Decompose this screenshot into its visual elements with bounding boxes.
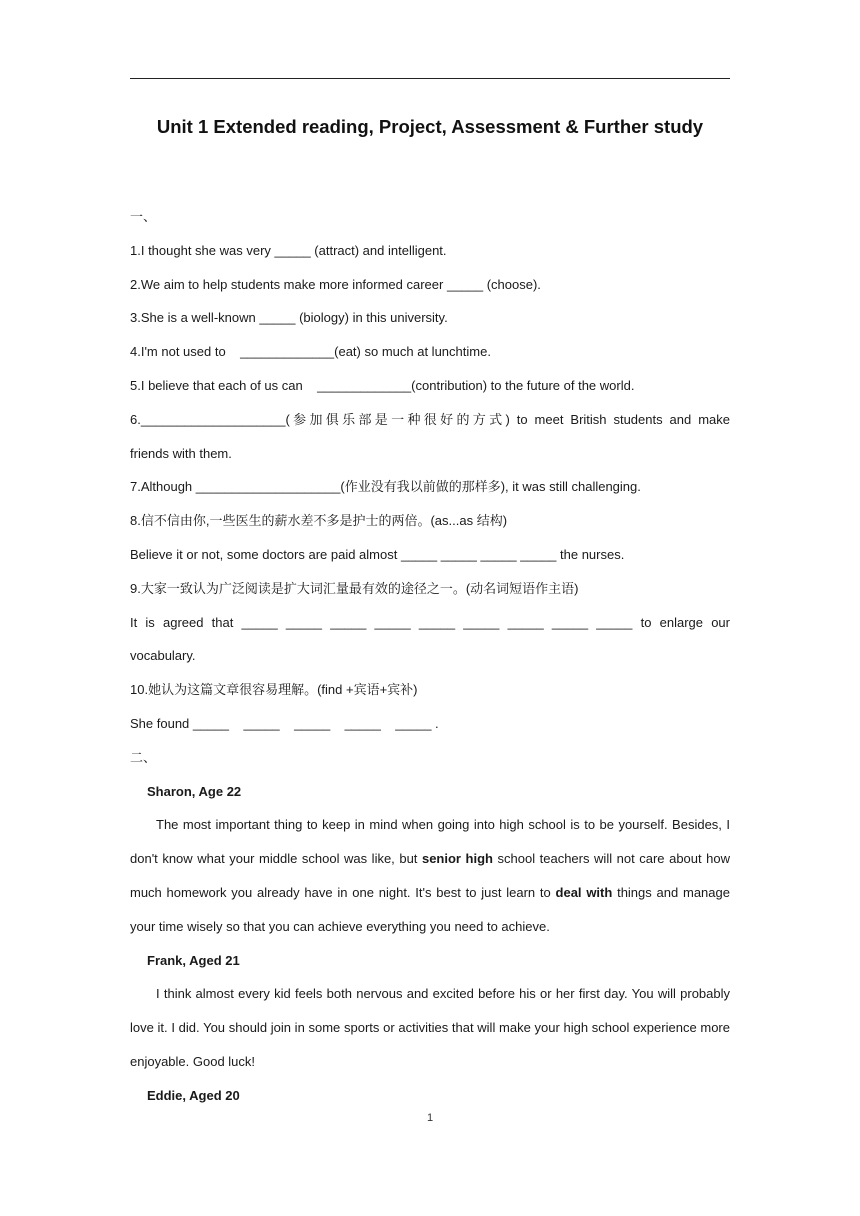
keyword-deal-with: deal with	[555, 884, 613, 900]
author-sharon: Sharon, Age 22	[147, 783, 242, 799]
paragraph-frank: I think almost every kid feels both nervous and excited before his or her first day. You will probably love it. I did. You should join in some sports or activities that will make your high school experience more enjoyable. Good luck!	[130, 986, 730, 1069]
question-1: 1.I thought she was very _____ (attract) and intelligent.	[130, 242, 447, 258]
author-frank: Frank, Aged 21	[147, 952, 240, 968]
question-4: 4.I'm not used to _____________(eat) so much at lunchtime.	[130, 344, 491, 360]
question-5: 5.I believe that each of us can _____________(contribution) to the future of the world.	[130, 377, 635, 393]
page-title: Unit 1 Extended reading, Project, Assessment & Further study	[156, 116, 704, 137]
document-body	[130, 200, 730, 1113]
paragraph-sharon	[130, 808, 730, 943]
paragraph-sharon-text-1: The most important thing to keep in mind when going into high school is to be yourself. Besides, I don't know what your middle school was like, but	[130, 817, 730, 867]
section-heading-1: 一、	[130, 209, 157, 224]
question-7: 7.Although ____________________(作业没有我以前做的那样多), it was still challenging.	[130, 479, 641, 495]
header-rule	[130, 78, 730, 79]
question-9-english-line2: vocabulary.	[130, 648, 196, 664]
question-8-english: Believe it or not, some doctors are paid almost _____ _____ _____ _____ the nurses.	[130, 546, 625, 562]
keyword-senior-high: senior high	[421, 851, 493, 867]
section-heading-2: 二、	[130, 749, 157, 765]
question-10-chinese: 10.她认为这篇文章很容易理解。(find +宾语+宾补)	[130, 682, 418, 698]
question-6-line1: 6.____________________(参加俱乐部是一种很好的方式) to meet British students and make	[130, 411, 730, 427]
author-eddie: Eddie, Aged 20	[147, 1087, 240, 1103]
question-9-chinese: 9.大家一致认为广泛阅读是扩大词汇量最有效的途径之一。(动名词短语作主语)	[130, 580, 579, 596]
question-9-english-line1: It is agreed that _____ _____ _____ _____ _____ _____ _____ _____ _____ to enlarge our	[130, 614, 730, 630]
question-3: 3.She is a well-known _____ (biology) in this university.	[130, 310, 448, 326]
question-8-chinese: 8.信不信由你,一些医生的薪水差不多是护士的两倍。(as...as 结构)	[130, 513, 508, 529]
question-10-english: She found _____ _____ _____ _____ _____ .	[130, 715, 439, 731]
page-number: 1	[426, 1112, 434, 1124]
question-2: 2.We aim to help students make more informed career _____ (choose).	[130, 276, 541, 292]
paragraph-sharon-text-3: things and manage your time wisely so that you can achieve everything you need to achieve.	[130, 884, 730, 934]
paragraph-sharon-text-2: school teachers will not care about how much homework you already have in one night. It's best to just learn to	[130, 851, 731, 900]
question-6-line2: friends with them.	[130, 445, 232, 461]
